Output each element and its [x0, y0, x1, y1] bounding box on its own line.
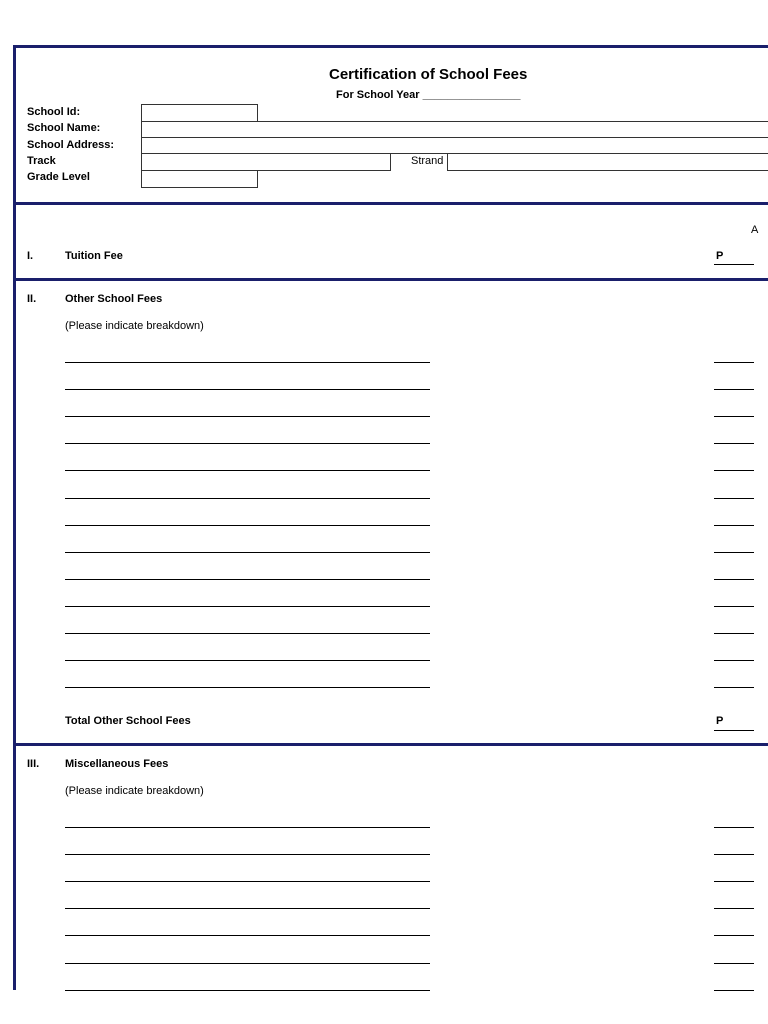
misc-fees-label: Miscellaneous Fees: [65, 758, 169, 770]
frame-top-border: [13, 45, 768, 48]
section-2-number: II.: [27, 293, 37, 305]
misc-fee-amount-line[interactable]: [714, 935, 754, 936]
other-fee-amount-line[interactable]: [714, 552, 754, 553]
other-fee-amount-line[interactable]: [714, 362, 754, 363]
section-3-number: III.: [27, 758, 40, 770]
other-fee-amount-line[interactable]: [714, 498, 754, 499]
tuition-currency: P: [716, 250, 724, 262]
school-id-label: School Id:: [27, 106, 81, 118]
misc-fees-note: (Please indicate breakdown): [65, 785, 204, 797]
misc-fee-amount-line[interactable]: [714, 827, 754, 828]
other-fee-amount-line[interactable]: [714, 687, 754, 688]
grade-level-field[interactable]: [141, 170, 258, 188]
misc-fee-description-line[interactable]: [65, 881, 430, 882]
misc-fee-amount-line[interactable]: [714, 908, 754, 909]
other-fee-amount-line[interactable]: [714, 660, 754, 661]
other-fees-note: (Please indicate breakdown): [65, 320, 204, 332]
section-divider: [13, 278, 768, 281]
total-other-fees-label: Total Other School Fees: [65, 715, 191, 727]
other-fee-description-line[interactable]: [65, 498, 430, 499]
other-fee-description-line[interactable]: [65, 443, 430, 444]
strand-label: Strand: [411, 155, 444, 167]
other-fee-description-line[interactable]: [65, 579, 430, 580]
grade-level-label: Grade Level: [27, 171, 90, 183]
section-1-number: I.: [27, 250, 34, 262]
school-address-label: School Address:: [27, 139, 114, 151]
misc-fee-description-line[interactable]: [65, 990, 430, 991]
misc-fee-description-line[interactable]: [65, 963, 430, 964]
other-fee-description-line[interactable]: [65, 362, 430, 363]
other-fee-description-line[interactable]: [65, 552, 430, 553]
other-fee-amount-line[interactable]: [714, 443, 754, 444]
amount-column-header: A: [751, 224, 759, 236]
frame-left-border: [13, 45, 16, 990]
misc-fee-amount-line[interactable]: [714, 963, 754, 964]
section-divider: [13, 202, 768, 205]
other-fee-amount-line[interactable]: [714, 579, 754, 580]
other-fee-amount-line[interactable]: [714, 633, 754, 634]
school-name-field[interactable]: [141, 121, 768, 138]
misc-fee-amount-line[interactable]: [714, 854, 754, 855]
other-fee-description-line[interactable]: [65, 606, 430, 607]
other-fee-description-line[interactable]: [65, 525, 430, 526]
other-fee-amount-line[interactable]: [714, 389, 754, 390]
misc-fee-description-line[interactable]: [65, 827, 430, 828]
track-label: Track: [27, 155, 56, 167]
school-name-label: School Name:: [27, 122, 101, 134]
other-fee-amount-line[interactable]: [714, 470, 754, 471]
form-title: Certification of School Fees: [329, 66, 528, 83]
other-fee-description-line[interactable]: [65, 633, 430, 634]
other-fee-amount-line[interactable]: [714, 416, 754, 417]
section-divider: [13, 743, 768, 746]
misc-fee-description-line[interactable]: [65, 935, 430, 936]
misc-fee-amount-line[interactable]: [714, 990, 754, 991]
other-fee-amount-line[interactable]: [714, 525, 754, 526]
misc-fee-description-line[interactable]: [65, 908, 430, 909]
total-other-amount-line[interactable]: [714, 730, 754, 731]
track-field[interactable]: [141, 153, 391, 171]
strand-field[interactable]: [447, 153, 768, 171]
total-other-currency: P: [716, 715, 724, 727]
other-fee-description-line[interactable]: [65, 687, 430, 688]
other-fee-description-line[interactable]: [65, 389, 430, 390]
misc-fee-description-line[interactable]: [65, 854, 430, 855]
misc-fee-amount-line[interactable]: [714, 881, 754, 882]
school-year-label: For School Year ________________: [336, 89, 521, 101]
school-id-field[interactable]: [141, 104, 258, 122]
school-address-field[interactable]: [141, 137, 768, 154]
tuition-amount-line[interactable]: [714, 264, 754, 265]
other-fee-description-line[interactable]: [65, 660, 430, 661]
other-fee-description-line[interactable]: [65, 470, 430, 471]
other-fee-description-line[interactable]: [65, 416, 430, 417]
tuition-fee-label: Tuition Fee: [65, 250, 123, 262]
other-fee-amount-line[interactable]: [714, 606, 754, 607]
other-fees-label: Other School Fees: [65, 293, 163, 305]
